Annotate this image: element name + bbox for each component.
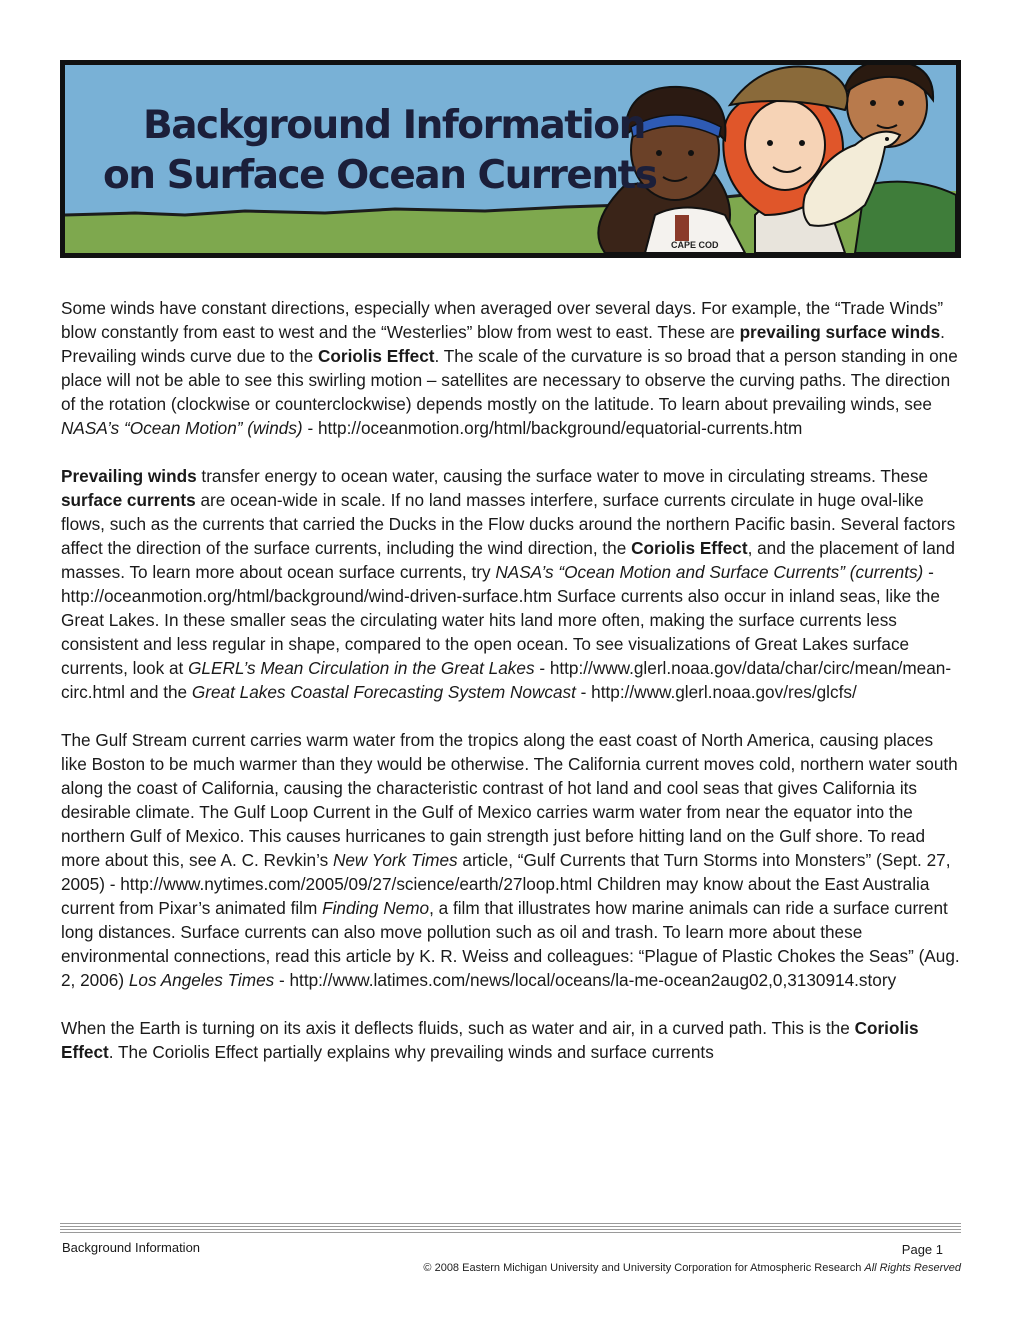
- term-prevailing-winds: Prevailing winds: [61, 466, 197, 486]
- text-run: . The Coriolis Effect partially explains why prevailing winds and surface currents: [108, 1042, 714, 1062]
- page-title-line-2: on Surface Ocean Currents: [103, 153, 657, 198]
- footer-rule: [60, 1226, 961, 1227]
- copyright-text: © 2008 Eastern Michigan University and University Corporation for Atmospheric Research: [423, 1262, 862, 1274]
- text-run: transfer energy to ocean water, causing the surface water to move in circulating streams. These: [196, 466, 929, 486]
- term-surface-currents: surface currents: [61, 490, 196, 510]
- text-run: . Prevailing winds curve due to the: [61, 322, 945, 366]
- page-number: Page 1: [901, 1242, 943, 1257]
- text-run: - http://www.latimes.com/news/local/oceans/la-me-ocean2aug02,0,3130914.story: [274, 970, 897, 990]
- citation-title: GLERL’s Mean Circulation in the Great Lakes: [188, 658, 535, 678]
- text-run: - http://oceanmotion.org/html/background/wind-driven-surface.htm Surface currents also occur in inland seas, like the Great Lakes. In these smaller seas the circulating water hits land more often, making the surface currents less consistent and less regular in shape, compared to the open ocean. To see visualizations of Great Lakes surface currents, look at: [61, 562, 940, 678]
- term-coriolis-effect: Coriolis Effect: [631, 538, 748, 558]
- citation-title: New York Times: [332, 850, 458, 870]
- term-coriolis-effect: Coriolis Effect: [61, 1018, 919, 1062]
- paragraph-coriolis: [61, 1016, 961, 1064]
- text-run: , and the placement of land masses. To learn more about ocean surface currents, try: [61, 538, 955, 582]
- page-title-line-1: Background Information: [143, 103, 645, 148]
- text-run: - http://www.glerl.noaa.gov/data/char/circ/mean/mean-circ.html and the: [61, 658, 952, 702]
- citation-title: NASA’s “Ocean Motion and Surface Currents” (currents): [495, 562, 924, 582]
- text-run: are ocean-wide in scale. If no land masses interfere, surface currents circulate in huge oval-like flows, such as the currents that carried the Ducks in the Flow ducks around the northern Pacific basin. Several factors affect the direction of the surface currents, including the wind direction, the: [61, 490, 956, 558]
- text-run: , a film that illustrates how marine animals can ride a surface current long distances. Surface currents can also move pollution such as oil and trash. To learn more about these environmental connections, read this article by K. R. Weiss and colleagues: “Plague of Plastic Chokes the Seas” (Aug. 2, 2006): [61, 898, 960, 990]
- text-run: . The scale of the curvature is so broad that a person standing in one place will not be able to see this swirling motion – satellites are necessary to observe the curving paths. The direction of the rotation (clockwise or counterclockwise) depends mostly on the latitude. To learn about prevailing winds, see: [61, 346, 958, 414]
- footer-rule: [60, 1223, 961, 1224]
- footer-rule: [60, 1229, 961, 1230]
- term-prevailing-surface-winds: prevailing surface winds: [739, 322, 941, 342]
- paragraph-surface-currents: [61, 464, 961, 704]
- citation-title: Finding Nemo: [322, 898, 430, 918]
- text-run: Some winds have constant directions, especially when averaged over several days. For example, the “Trade Winds” blow constantly from east to west and the “Westerlies” blow from west to east. These are: [61, 298, 944, 342]
- copyright-notice: [423, 1262, 961, 1274]
- term-coriolis-effect: Coriolis Effect: [318, 346, 435, 366]
- rights-text: All Rights Reserved: [864, 1262, 961, 1274]
- citation-title: NASA’s “Ocean Motion” (winds): [61, 418, 303, 438]
- citation-title: Great Lakes Coastal Forecasting System Nowcast: [191, 682, 576, 702]
- text-run: - http://oceanmotion.org/html/background/equatorial-currents.htm: [302, 418, 803, 438]
- page-title: [103, 101, 656, 201]
- paragraph-prevailing-winds: [61, 296, 961, 440]
- shirt-text: CAPE COD: [671, 240, 719, 250]
- body-text: [61, 296, 961, 1088]
- paragraph-gulf-stream: [61, 728, 961, 992]
- text-run: When the Earth is turning on its axis it deflects fluids, such as water and air, in a curved path. This is the: [61, 1018, 855, 1038]
- header-banner: [60, 60, 961, 258]
- text-run: The Gulf Stream current carries warm water from the tropics along the east coast of North America, causing places like Boston to be much warmer than they would be otherwise. The California current moves cold, northern water south along the coast of California, causing the characteristic contrast of hot land and cool seas that gives California its desirable climate. The Gulf Loop Current in the Gulf of Mexico carries warm water from near the equator into the northern Gulf of Mexico. This causes hurricanes to gain strength just before hitting land on the Gulf shore. To read more about this, see A. C. Revkin’s: [61, 730, 958, 870]
- citation-title: Los Angeles Times: [128, 970, 275, 990]
- footer-rule: [60, 1232, 961, 1233]
- footer-section-label: Background Information: [62, 1240, 201, 1255]
- text-run: article, “Gulf Currents that Turn Storms into Monsters” (Sept. 27, 2005) - http://www.nytimes.com/2005/09/27/science/earth/27loop.html Children may know about the East Australia current from Pixar’s animated film: [61, 850, 951, 918]
- text-run: - http://www.glerl.noaa.gov/res/glcfs/: [575, 682, 857, 702]
